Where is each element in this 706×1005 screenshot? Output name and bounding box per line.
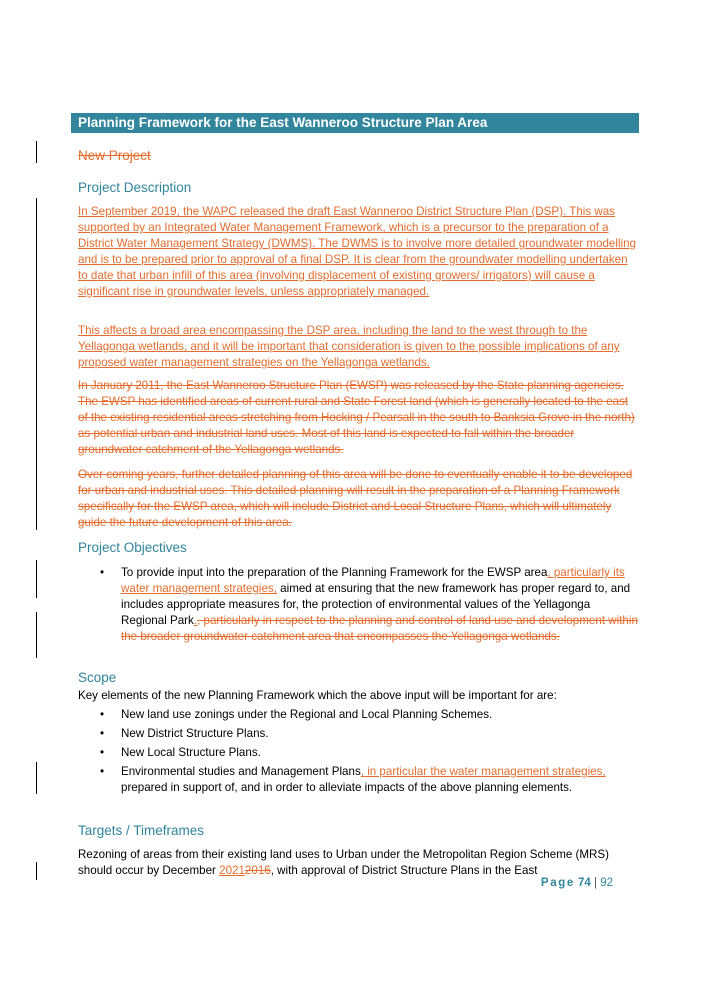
list-item: • New Local Structure Plans.: [100, 746, 261, 759]
objectives-list: [78, 565, 638, 645]
list-item: • New land use zonings under the Regional and Local Planning Schemes.: [100, 708, 493, 721]
change-bar: [36, 762, 37, 794]
description-paragraph-2: This affects a broad area encompassing the DSP area, including the land to the west through to the Yellagonga wetlands, and it will be important that consideration is given to the possible implications of any proposed water management strategies on the Yellagonga wetlands.: [78, 324, 620, 369]
description-paragraph-1: In September 2019, the WAPC released the draft East Wanneroo District Structure Plan (DSP). This was supported by an Integrated Water Management Framework, which is a precursor to the preparation of a District Water Management Strategy (DWMS). The DWMS is to involve more detailed groundwater modelling and is to be prepared prior to approval of a final DSP. It is clear from the groundwater modelling undertaken to date that urban infill of this area (involving displacement of existing growers/ irrigators) will cause a significant rise in groundwater levels, unless appropriately managed.: [78, 205, 636, 298]
description-paragraph-3: In January 2011, the East Wanneroo Structure Plan (EWSP) was released by the State planning agencies. The EWSP has identified areas of current rural and State Forest land (which is generally located to the east of the existing residential areas stretching from Hocking / Pearsall in the south to Banksia Grove in the north) as potential urban and industrial land uses. Most of this land is expected to fall within the broader groundwater catchment of the Yellagonga wetlands.: [78, 379, 635, 456]
description-paragraph-4: Over coming years, further detailed planning of this area will be done to eventually enable it to be developed for urban and industrial uses. This detailed planning will result in the preparation of a Planning Framework specifically for the EWSP area, which will include District and Local Structure Plans, which will ultimately guide the future development of this area.: [78, 468, 633, 529]
scope-intro: Key elements of the new Planning Framework which the above input will be important for are:: [78, 689, 557, 702]
bullet-icon: •: [100, 765, 105, 778]
heading-project-description: Project Description: [78, 180, 192, 195]
bullet-icon: •: [100, 746, 105, 759]
page-number: 74: [578, 877, 591, 889]
heading-scope: Scope: [78, 670, 117, 685]
section-title-bar: Planning Framework for the East Wanneroo Structure Plan Area: [71, 113, 639, 133]
list-item: • To provide input into the preparation of the Planning Framework for the EWSP area, particularly its water management strategies, aimed at ensuring that the new framework has proper regard to, and includes appropriate measures for, the protection of environmental values of the Yellagonga Regional Park., particularly in respect to the planning and control of land use and development within the broader groundwater catchment area that encompasses the Yellagonga wetlands.: [100, 566, 638, 643]
bullet-icon: •: [100, 727, 105, 740]
heading-project-objectives: Project Objectives: [78, 540, 187, 555]
bullet-icon: •: [100, 708, 105, 721]
targets-paragraph: Rezoning of areas from their existing land uses to Urban under the Metropolitan Region Scheme (MRS) should occur by December 20212016, with approval of District Structure Plans in the East: [78, 848, 610, 877]
new-project-label: New Project: [78, 148, 151, 163]
heading-targets-timeframes: Targets / Timeframes: [78, 823, 205, 838]
list-item: • Environmental studies and Management Plans, in particular the water management strategies, prepared in support of, and in order to alleviate impacts of the above planning elements.: [100, 765, 606, 794]
change-bar: [36, 612, 37, 658]
page-total: 92: [600, 877, 613, 889]
page-separator: |: [590, 877, 601, 889]
page-footer: [541, 877, 613, 889]
change-bar: [36, 141, 37, 163]
scope-list: [78, 707, 638, 796]
change-bar: [36, 560, 37, 598]
bullet-icon: •: [100, 566, 105, 579]
change-bar: [36, 198, 37, 530]
page-label: Page: [540, 877, 575, 889]
list-item: • New District Structure Plans.: [100, 727, 269, 740]
change-bar: [36, 862, 37, 880]
